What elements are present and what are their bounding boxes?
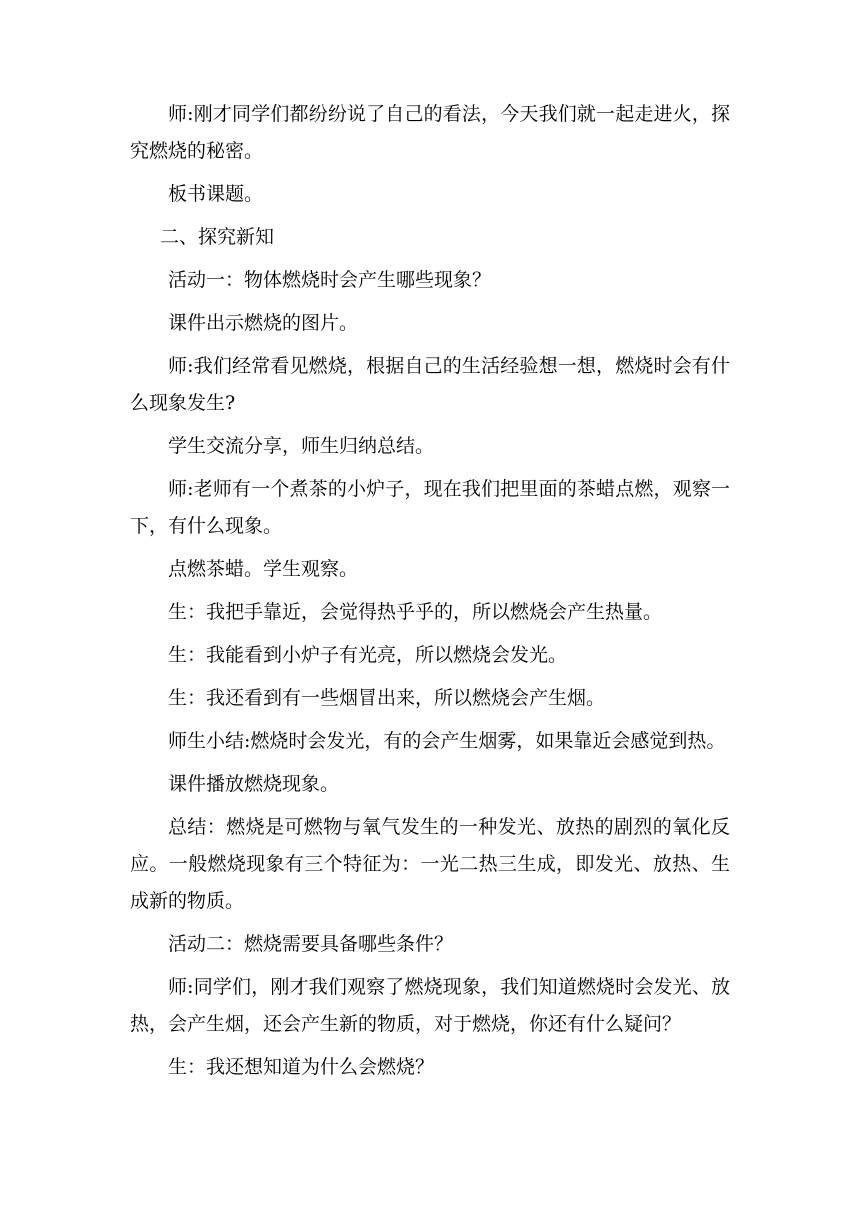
paragraph: 师:老师有一个煮茶的小炉子，现在我们把里面的茶蜡点燃，观察一下，有什么现象。 <box>130 478 730 537</box>
paragraph: 师:刚才同学们都纷纷说了自己的看法，今天我们就一起走进火，探究燃烧的秘密。 <box>130 103 730 162</box>
paragraph: 师:我们经常看见燃烧，根据自己的生活经验想一想，燃烧时会有什么现象发生? <box>130 355 730 414</box>
paragraph: 师:同学们，刚才我们观察了燃烧现象，我们知道燃烧时会发光、放热，会产生烟，还会产生新的物质，对于燃烧，你还有什么疑问？ <box>130 976 730 1035</box>
activity-heading: 活动一：物体燃烧时会产生哪些现象？ <box>168 269 492 291</box>
section-heading: 二、探究新知 <box>160 226 275 248</box>
paragraph: 师生小结:燃烧时会发光，有的会产生烟雾，如果靠近会感觉到热。 <box>168 730 726 752</box>
paragraph: 生：我还看到有一些烟冒出来，所以燃烧会产生烟。 <box>168 687 606 709</box>
activity-heading: 活动二：燃烧需要具备哪些条件？ <box>168 933 454 955</box>
paragraph: 课件出示燃烧的图片。 <box>168 312 359 334</box>
paragraph: 生：我还想知道为什么会燃烧？ <box>168 1056 435 1078</box>
paragraph: 生：我把手靠近，会觉得热乎乎的，所以燃烧会产生热量。 <box>168 601 663 623</box>
paragraph: 总结：燃烧是可燃物与氧气发生的一种发光、放热的剧烈的氧化反应。一般燃烧现象有三个特征为：一光二热三生成，即发光、放热、生成新的物质。 <box>130 816 730 912</box>
paragraph: 板书课题。 <box>168 183 264 205</box>
paragraph: 生：我能看到小炉子有光亮，所以燃烧会发光。 <box>168 644 568 666</box>
paragraph: 课件播放燃烧现象。 <box>168 773 340 795</box>
document-body <box>130 96 730 1092</box>
paragraph: 学生交流分享，师生归纳总结。 <box>168 435 435 457</box>
paragraph: 点燃茶蜡。学生观察。 <box>168 558 359 580</box>
